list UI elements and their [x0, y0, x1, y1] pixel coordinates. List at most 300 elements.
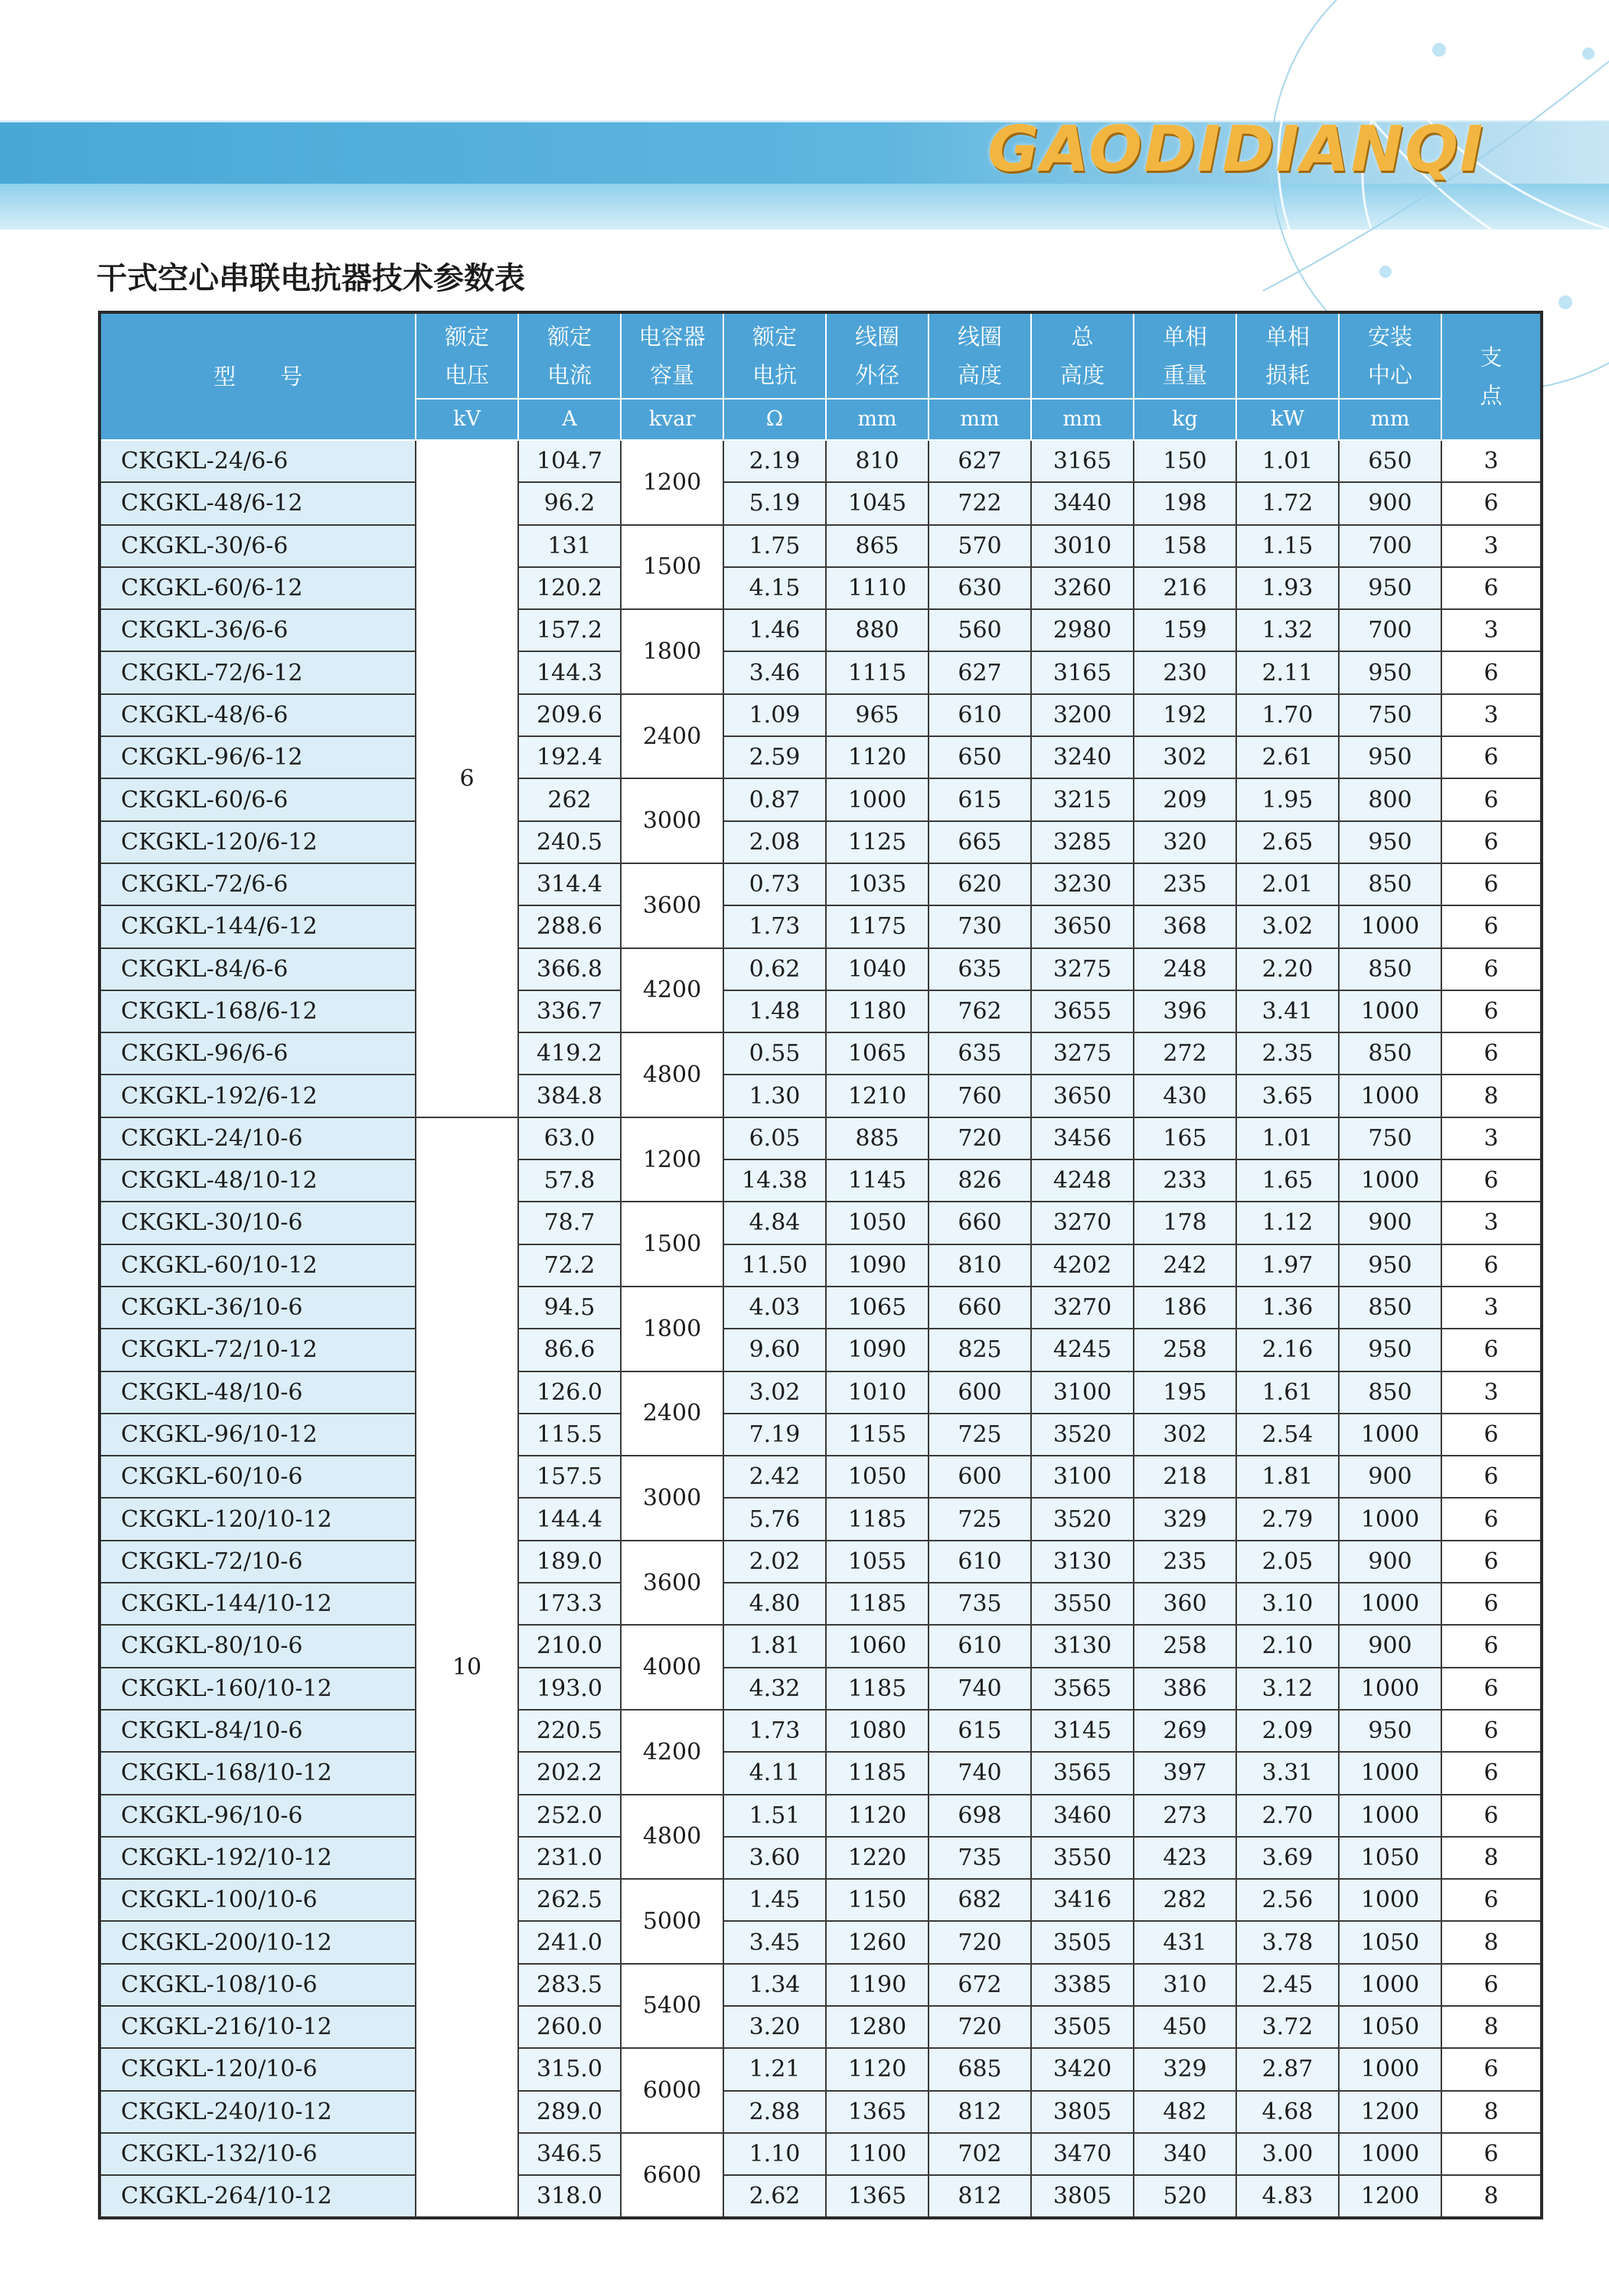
current-cell: 318.0 [518, 2175, 621, 2218]
install-center-cell: 1000 [1339, 1414, 1441, 1456]
current-cell: 189.0 [518, 1541, 621, 1583]
model-cell: CKGKL-96/6-6 [100, 1032, 416, 1075]
reactance-cell: 3.20 [723, 2006, 826, 2048]
coil-height-cell: 730 [929, 905, 1031, 947]
table-header [100, 312, 1542, 440]
capacity-cell: 6000 [621, 2048, 723, 2133]
total-height-cell: 3165 [1031, 440, 1134, 482]
reactance-cell: 1.30 [723, 1075, 826, 1117]
support-points-cell: 6 [1441, 736, 1542, 778]
loss-cell: 2.11 [1236, 651, 1339, 693]
coil-height-cell: 635 [929, 1032, 1031, 1075]
outer-diameter-cell: 1050 [826, 1456, 929, 1498]
outer-diameter-cell: 1060 [826, 1625, 929, 1667]
total-height-cell: 3285 [1031, 821, 1134, 863]
support-points-cell: 6 [1441, 1795, 1542, 1837]
header-text: 额定 [547, 324, 592, 350]
coil-height-cell: 635 [929, 948, 1031, 990]
support-points-cell: 6 [1441, 1456, 1542, 1498]
total-height-cell: 3805 [1031, 2091, 1134, 2133]
install-center-cell: 1000 [1339, 1964, 1441, 2006]
total-height-cell: 3240 [1031, 736, 1134, 778]
capacity-cell: 4800 [621, 1032, 723, 1117]
total-height-cell: 4248 [1031, 1159, 1134, 1202]
loss-cell: 3.10 [1236, 1583, 1339, 1625]
install-center-cell: 1000 [1339, 1498, 1441, 1540]
install-center-cell: 850 [1339, 1032, 1441, 1075]
reactance-cell: 5.19 [723, 482, 826, 524]
weight-cell: 386 [1134, 1668, 1236, 1710]
current-cell: 144.4 [518, 1498, 621, 1540]
capacity-cell: 1800 [621, 609, 723, 694]
reactance-cell: 1.10 [723, 2133, 826, 2175]
weight-cell: 216 [1134, 567, 1236, 609]
capacity-cell: 4200 [621, 1710, 723, 1795]
support-points-cell: 6 [1441, 1159, 1542, 1202]
header-text: 型 号 [213, 364, 302, 390]
outer-diameter-cell: 965 [826, 694, 929, 736]
weight-cell: 233 [1134, 1159, 1236, 1202]
support-points-cell: 6 [1441, 2133, 1542, 2175]
install-center-cell: 1000 [1339, 905, 1441, 947]
current-cell: 157.2 [518, 609, 621, 651]
table-row [100, 1244, 1542, 1287]
column-unit: kV [416, 399, 518, 440]
coil-height-cell: 627 [929, 440, 1031, 482]
table-row [100, 1795, 1542, 1837]
loss-cell: 2.20 [1236, 948, 1339, 990]
support-points-cell: 8 [1441, 2091, 1542, 2133]
install-center-cell: 650 [1339, 440, 1441, 482]
install-center-cell: 950 [1339, 567, 1441, 609]
table-row [100, 1921, 1542, 1963]
support-points-cell: 8 [1441, 1837, 1542, 1879]
reactance-cell: 1.75 [723, 525, 826, 567]
reactance-cell: 1.48 [723, 990, 826, 1032]
current-cell: 115.5 [518, 1414, 621, 1456]
current-cell: 336.7 [518, 990, 621, 1032]
total-height-cell: 3650 [1031, 905, 1134, 947]
model-cell: CKGKL-48/6-12 [100, 482, 416, 524]
weight-cell: 158 [1134, 525, 1236, 567]
support-points-cell: 6 [1441, 948, 1542, 990]
reactance-cell: 1.73 [723, 905, 826, 947]
capacity-cell: 5400 [621, 1964, 723, 2049]
weight-cell: 235 [1134, 1541, 1236, 1583]
weight-cell: 272 [1134, 1032, 1236, 1075]
header-text: 单相 [1162, 324, 1207, 350]
reactance-cell: 1.09 [723, 694, 826, 736]
table-row [100, 1541, 1542, 1583]
table-row [100, 1075, 1542, 1117]
total-height-cell: 3805 [1031, 2175, 1134, 2218]
outer-diameter-cell: 1185 [826, 1498, 929, 1540]
total-height-cell: 3145 [1031, 1710, 1134, 1752]
current-cell: 209.6 [518, 694, 621, 736]
weight-cell: 178 [1134, 1202, 1236, 1244]
reactance-cell: 1.51 [723, 1795, 826, 1837]
coil-height-cell: 610 [929, 694, 1031, 736]
model-cell: CKGKL-108/10-6 [100, 1964, 416, 2006]
current-cell: 220.5 [518, 1710, 621, 1752]
support-points-cell: 6 [1441, 1964, 1542, 2006]
loss-cell: 3.65 [1236, 1075, 1339, 1117]
coil-height-cell: 627 [929, 651, 1031, 693]
current-cell: 173.3 [518, 1583, 621, 1625]
spec-table [98, 311, 1543, 2219]
install-center-cell: 750 [1339, 694, 1441, 736]
total-height-cell: 3505 [1031, 1921, 1134, 1963]
outer-diameter-cell: 1145 [826, 1159, 929, 1202]
support-points-cell: 6 [1441, 778, 1542, 820]
reactance-cell: 14.38 [723, 1159, 826, 1202]
model-cell: CKGKL-24/10-6 [100, 1117, 416, 1159]
model-cell: CKGKL-84/6-6 [100, 948, 416, 990]
capacity-cell: 1500 [621, 1202, 723, 1287]
support-points-cell: 6 [1441, 821, 1542, 863]
total-height-cell: 3470 [1031, 2133, 1134, 2175]
current-cell: 314.4 [518, 863, 621, 905]
loss-cell: 2.16 [1236, 1329, 1339, 1371]
column-unit: kW [1236, 399, 1339, 440]
weight-cell: 273 [1134, 1795, 1236, 1837]
coil-height-cell: 760 [929, 1075, 1031, 1117]
model-cell: CKGKL-192/6-12 [100, 1075, 416, 1117]
weight-cell: 310 [1134, 1964, 1236, 2006]
support-points-cell: 3 [1441, 1117, 1542, 1159]
weight-cell: 368 [1134, 905, 1236, 947]
install-center-cell: 1000 [1339, 1159, 1441, 1202]
model-cell: CKGKL-264/10-12 [100, 2175, 416, 2218]
outer-diameter-cell: 1090 [826, 1329, 929, 1371]
column-unit: Ω [723, 399, 826, 440]
weight-cell: 482 [1134, 2091, 1236, 2133]
reactance-cell: 4.80 [723, 1583, 826, 1625]
install-center-cell: 950 [1339, 651, 1441, 693]
model-cell: CKGKL-96/10-6 [100, 1795, 416, 1837]
current-cell: 240.5 [518, 821, 621, 863]
current-cell: 419.2 [518, 1032, 621, 1075]
weight-cell: 165 [1134, 1117, 1236, 1159]
coil-height-cell: 660 [929, 1202, 1031, 1244]
current-cell: 157.5 [518, 1456, 621, 1498]
capacity-cell: 4000 [621, 1625, 723, 1710]
header-text: 点 [1480, 383, 1503, 409]
support-points-cell: 6 [1441, 1414, 1542, 1456]
support-points-cell: 6 [1441, 905, 1542, 947]
model-cell: CKGKL-240/10-12 [100, 2091, 416, 2133]
coil-height-cell: 702 [929, 2133, 1031, 2175]
reactance-cell: 2.02 [723, 1541, 826, 1583]
model-cell: CKGKL-72/10-12 [100, 1329, 416, 1371]
loss-cell: 3.00 [1236, 2133, 1339, 2175]
install-center-cell: 1200 [1339, 2091, 1441, 2133]
install-center-cell: 800 [1339, 778, 1441, 820]
model-cell: CKGKL-36/6-6 [100, 609, 416, 651]
coil-height-cell: 812 [929, 2091, 1031, 2133]
current-cell: 384.8 [518, 1075, 621, 1117]
outer-diameter-cell: 1365 [826, 2175, 929, 2218]
reactance-cell: 1.73 [723, 1710, 826, 1752]
coil-height-cell: 720 [929, 1921, 1031, 1963]
support-points-cell: 8 [1441, 2006, 1542, 2048]
coil-height-cell: 570 [929, 525, 1031, 567]
reactance-cell: 1.21 [723, 2048, 826, 2090]
loss-cell: 1.97 [1236, 1244, 1339, 1287]
model-cell: CKGKL-144/6-12 [100, 905, 416, 947]
total-height-cell: 3100 [1031, 1371, 1134, 1414]
current-cell: 252.0 [518, 1795, 621, 1837]
capacity-cell: 2400 [621, 694, 723, 779]
coil-height-cell: 672 [929, 1964, 1031, 2006]
model-cell: CKGKL-132/10-6 [100, 2133, 416, 2175]
weight-cell: 258 [1134, 1625, 1236, 1667]
coil-height-cell: 812 [929, 2175, 1031, 2218]
reactance-cell: 2.08 [723, 821, 826, 863]
reactance-cell: 0.55 [723, 1032, 826, 1075]
capacity-cell: 1200 [621, 1117, 723, 1202]
install-center-cell: 1050 [1339, 1921, 1441, 1963]
table-row [100, 736, 1542, 778]
total-height-cell: 3565 [1031, 1668, 1134, 1710]
table-row [100, 1117, 1542, 1159]
outer-diameter-cell: 1365 [826, 2091, 929, 2133]
coil-height-cell: 630 [929, 567, 1031, 609]
install-center-cell: 900 [1339, 1541, 1441, 1583]
weight-cell: 195 [1134, 1371, 1236, 1414]
model-cell: CKGKL-84/10-6 [100, 1710, 416, 1752]
support-points-cell: 6 [1441, 651, 1542, 693]
table-row [100, 567, 1542, 609]
outer-diameter-cell: 880 [826, 609, 929, 651]
install-center-cell: 1000 [1339, 1752, 1441, 1794]
total-height-cell: 3275 [1031, 948, 1134, 990]
table-row [100, 2091, 1542, 2133]
weight-cell: 340 [1134, 2133, 1236, 2175]
total-height-cell: 3385 [1031, 1964, 1134, 2006]
install-center-cell: 1000 [1339, 2048, 1441, 2090]
weight-cell: 423 [1134, 1837, 1236, 1879]
table-row [100, 1879, 1542, 1921]
weight-cell: 198 [1134, 482, 1236, 524]
column-header [100, 312, 416, 440]
header-text: 单相 [1265, 324, 1310, 350]
outer-diameter-cell: 1280 [826, 2006, 929, 2048]
model-cell: CKGKL-60/10-6 [100, 1456, 416, 1498]
total-height-cell: 3130 [1031, 1625, 1134, 1667]
weight-cell: 329 [1134, 1498, 1236, 1540]
loss-cell: 2.87 [1236, 2048, 1339, 2090]
weight-cell: 209 [1134, 778, 1236, 820]
model-cell: CKGKL-60/10-12 [100, 1244, 416, 1287]
total-height-cell: 3260 [1031, 567, 1134, 609]
weight-cell: 360 [1134, 1583, 1236, 1625]
outer-diameter-cell: 1190 [826, 1964, 929, 2006]
model-cell: CKGKL-30/10-6 [100, 1202, 416, 1244]
coil-height-cell: 725 [929, 1414, 1031, 1456]
install-center-cell: 1000 [1339, 990, 1441, 1032]
reactance-cell: 4.03 [723, 1287, 826, 1329]
header-text: 额定 [444, 324, 489, 350]
current-cell: 202.2 [518, 1752, 621, 1794]
model-cell: CKGKL-72/10-6 [100, 1541, 416, 1583]
support-points-cell: 6 [1441, 1244, 1542, 1287]
install-center-cell: 1050 [1339, 2006, 1441, 2048]
weight-cell: 430 [1134, 1075, 1236, 1117]
support-points-cell: 6 [1441, 1879, 1542, 1921]
weight-cell: 218 [1134, 1456, 1236, 1498]
model-cell: CKGKL-80/10-6 [100, 1625, 416, 1667]
loss-cell: 2.35 [1236, 1032, 1339, 1075]
reactance-cell: 1.34 [723, 1964, 826, 2006]
model-cell: CKGKL-60/6-6 [100, 778, 416, 820]
total-height-cell: 3165 [1031, 651, 1134, 693]
reactance-cell: 1.45 [723, 1879, 826, 1921]
coil-height-cell: 615 [929, 778, 1031, 820]
table-row [100, 525, 1542, 567]
outer-diameter-cell: 1040 [826, 948, 929, 990]
outer-diameter-cell: 865 [826, 525, 929, 567]
support-points-cell: 6 [1441, 1583, 1542, 1625]
current-cell: 131 [518, 525, 621, 567]
install-center-cell: 950 [1339, 1244, 1441, 1287]
table-row [100, 440, 1542, 482]
outer-diameter-cell: 1045 [826, 482, 929, 524]
loss-cell: 1.70 [1236, 694, 1339, 736]
outer-diameter-cell: 1180 [826, 990, 929, 1032]
model-cell: CKGKL-120/6-12 [100, 821, 416, 863]
column-unit: mm [826, 399, 929, 440]
loss-cell: 1.95 [1236, 778, 1339, 820]
outer-diameter-cell: 1090 [826, 1244, 929, 1287]
header-text: 高度 [957, 362, 1002, 388]
model-cell: CKGKL-96/6-12 [100, 736, 416, 778]
reactance-cell: 3.60 [723, 1837, 826, 1879]
table-row [100, 2048, 1542, 2090]
weight-cell: 248 [1134, 948, 1236, 990]
reactance-cell: 2.62 [723, 2175, 826, 2218]
total-height-cell: 3270 [1031, 1202, 1134, 1244]
support-points-cell: 6 [1441, 1032, 1542, 1075]
coil-height-cell: 810 [929, 1244, 1031, 1287]
install-center-cell: 700 [1339, 609, 1441, 651]
model-cell: CKGKL-60/6-12 [100, 567, 416, 609]
header-text: 外径 [854, 362, 899, 388]
support-points-cell: 3 [1441, 609, 1542, 651]
reactance-cell: 1.81 [723, 1625, 826, 1667]
install-center-cell: 900 [1339, 1456, 1441, 1498]
install-center-cell: 900 [1339, 482, 1441, 524]
install-center-cell: 1050 [1339, 1837, 1441, 1879]
total-height-cell: 3520 [1031, 1414, 1134, 1456]
model-cell: CKGKL-96/10-12 [100, 1414, 416, 1456]
model-cell: CKGKL-120/10-12 [100, 1498, 416, 1540]
coil-height-cell: 698 [929, 1795, 1031, 1837]
reactance-cell: 11.50 [723, 1244, 826, 1287]
coil-height-cell: 620 [929, 863, 1031, 905]
loss-cell: 1.36 [1236, 1287, 1339, 1329]
current-cell: 193.0 [518, 1668, 621, 1710]
loss-cell: 1.72 [1236, 482, 1339, 524]
header-text: 线圈 [854, 324, 899, 350]
model-cell: CKGKL-192/10-12 [100, 1837, 416, 1879]
install-center-cell: 950 [1339, 1710, 1441, 1752]
outer-diameter-cell: 1185 [826, 1583, 929, 1625]
install-center-cell: 1000 [1339, 1668, 1441, 1710]
loss-cell: 2.79 [1236, 1498, 1339, 1540]
install-center-cell: 1000 [1339, 2133, 1441, 2175]
loss-cell: 3.69 [1236, 1837, 1339, 1879]
reactance-cell: 4.15 [723, 567, 826, 609]
reactance-cell: 3.02 [723, 1371, 826, 1414]
current-cell: 57.8 [518, 1159, 621, 1202]
column-header [518, 312, 621, 399]
outer-diameter-cell: 1175 [826, 905, 929, 947]
total-height-cell: 3420 [1031, 2048, 1134, 2090]
table-row [100, 1287, 1542, 1329]
capacity-cell: 2400 [621, 1371, 723, 1456]
loss-cell: 2.01 [1236, 863, 1339, 905]
weight-cell: 397 [1134, 1752, 1236, 1794]
current-cell: 210.0 [518, 1625, 621, 1667]
support-points-cell: 6 [1441, 1710, 1542, 1752]
install-center-cell: 850 [1339, 1371, 1441, 1414]
reactance-cell: 2.19 [723, 440, 826, 482]
loss-cell: 1.15 [1236, 525, 1339, 567]
table-row [100, 1668, 1542, 1710]
install-center-cell: 850 [1339, 863, 1441, 905]
coil-height-cell: 660 [929, 1287, 1031, 1329]
weight-cell: 192 [1134, 694, 1236, 736]
current-cell: 231.0 [518, 1837, 621, 1879]
table-row [100, 609, 1542, 651]
current-cell: 86.6 [518, 1329, 621, 1371]
loss-cell: 3.31 [1236, 1752, 1339, 1794]
capacity-cell: 3600 [621, 863, 723, 948]
total-height-cell: 3200 [1031, 694, 1134, 736]
loss-cell: 1.32 [1236, 609, 1339, 651]
loss-cell: 1.61 [1236, 1371, 1339, 1414]
column-header [1441, 312, 1542, 440]
weight-cell: 150 [1134, 440, 1236, 482]
reactance-cell: 2.42 [723, 1456, 826, 1498]
table-row [100, 778, 1542, 820]
table-row [100, 863, 1542, 905]
install-center-cell: 950 [1339, 821, 1441, 863]
column-header [1134, 312, 1236, 399]
outer-diameter-cell: 1010 [826, 1371, 929, 1414]
current-cell: 283.5 [518, 1964, 621, 2006]
coil-height-cell: 600 [929, 1456, 1031, 1498]
loss-cell: 1.81 [1236, 1456, 1339, 1498]
support-points-cell: 3 [1441, 694, 1542, 736]
outer-diameter-cell: 1120 [826, 1795, 929, 1837]
support-points-cell: 6 [1441, 1498, 1542, 1540]
install-center-cell: 1200 [1339, 2175, 1441, 2218]
outer-diameter-cell: 1150 [826, 1879, 929, 1921]
support-points-cell: 6 [1441, 482, 1542, 524]
weight-cell: 282 [1134, 1879, 1236, 1921]
current-cell: 289.0 [518, 2091, 621, 2133]
coil-height-cell: 740 [929, 1668, 1031, 1710]
table-row [100, 821, 1542, 863]
total-height-cell: 3010 [1031, 525, 1134, 567]
table-row [100, 1625, 1542, 1667]
loss-cell: 1.12 [1236, 1202, 1339, 1244]
support-points-cell: 3 [1441, 525, 1542, 567]
header-text: 额定 [752, 324, 797, 350]
total-height-cell: 3520 [1031, 1498, 1134, 1540]
